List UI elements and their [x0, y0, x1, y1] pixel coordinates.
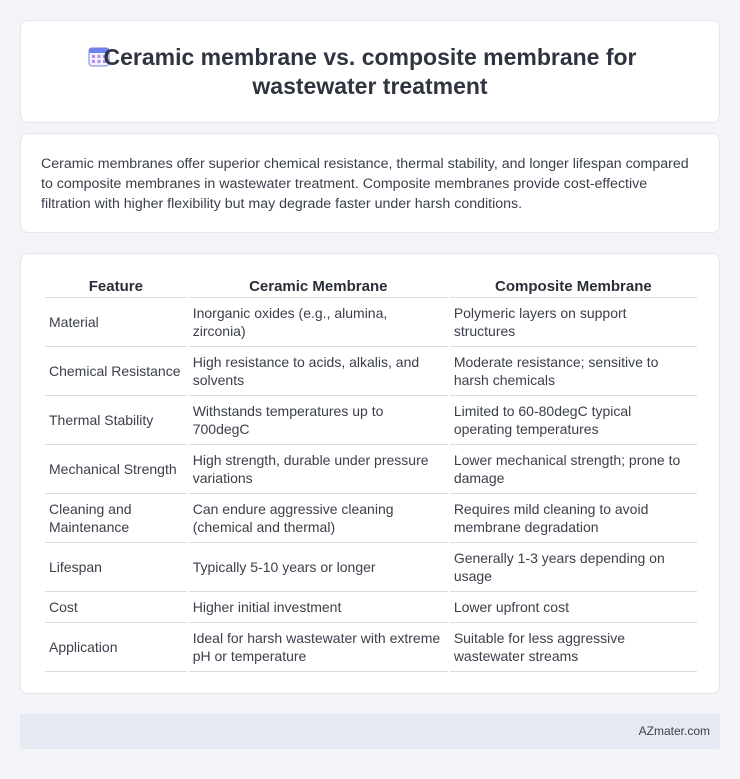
row-feature: Mechanical Strength — [45, 445, 187, 494]
row-composite: Suitable for less aggressive wastewater streams — [450, 623, 697, 672]
row-composite: Polymeric layers on support structures — [450, 298, 697, 347]
row-ceramic: Higher initial investment — [189, 592, 448, 623]
row-ceramic: High resistance to acids, alkalis, and solvents — [189, 347, 448, 396]
table-row — [45, 347, 697, 396]
footer-brand-link[interactable]: AZmater.com — [638, 724, 710, 738]
table-row — [45, 396, 697, 445]
comparison-table-card — [20, 253, 720, 694]
page-title — [21, 43, 719, 101]
row-composite: Lower upfront cost — [450, 592, 697, 623]
summary-card — [20, 133, 720, 233]
row-composite: Generally 1-3 years depending on usage — [450, 543, 697, 592]
table-row — [45, 298, 697, 347]
row-feature: Application — [45, 623, 187, 672]
row-feature: Cleaning and Maintenance — [45, 494, 187, 543]
table-row — [45, 543, 697, 592]
summary-text: Ceramic membranes offer superior chemical resistance, thermal stability, and longer lifespan compared to composite membranes in wastewater treatment. Composite membranes provide cost-effective filtration with higher flexibility but may degrade faster under harsh conditions. — [41, 156, 689, 212]
row-feature: Thermal Stability — [45, 396, 187, 445]
row-composite: Limited to 60-80degC typical operating temperatures — [450, 396, 697, 445]
page-title-line-2: wastewater treatment — [252, 73, 488, 99]
row-feature: Cost — [45, 592, 187, 623]
table-row — [45, 494, 697, 543]
row-ceramic: Ideal for harsh wastewater with extreme pH or temperature — [189, 623, 448, 672]
row-feature: Lifespan — [45, 543, 187, 592]
row-ceramic: Withstands temperatures up to 700degC — [189, 396, 448, 445]
table-row — [45, 623, 697, 672]
header-composite: Composite Membrane — [450, 274, 697, 298]
header-ceramic: Ceramic Membrane — [189, 274, 448, 298]
page-title-line-1: Ceramic membrane vs. composite membrane for — [103, 44, 637, 70]
row-composite: Moderate resistance; sensitive to harsh chemicals — [450, 347, 697, 396]
header-feature: Feature — [45, 274, 187, 298]
row-ceramic: Typically 5-10 years or longer — [189, 543, 448, 592]
comparison-table — [43, 274, 699, 672]
footer-bar — [20, 714, 720, 749]
table-row — [45, 445, 697, 494]
row-ceramic: Inorganic oxides (e.g., alumina, zirconia) — [189, 298, 448, 347]
title-card — [20, 20, 720, 123]
row-ceramic: Can endure aggressive cleaning (chemical and thermal) — [189, 494, 448, 543]
row-feature: Chemical Resistance — [45, 347, 187, 396]
table-row — [45, 592, 697, 623]
row-composite: Lower mechanical strength; prone to damage — [450, 445, 697, 494]
row-feature: Material — [45, 298, 187, 347]
row-ceramic: High strength, durable under pressure variations — [189, 445, 448, 494]
row-composite: Requires mild cleaning to avoid membrane degradation — [450, 494, 697, 543]
table-header-row — [45, 274, 697, 298]
